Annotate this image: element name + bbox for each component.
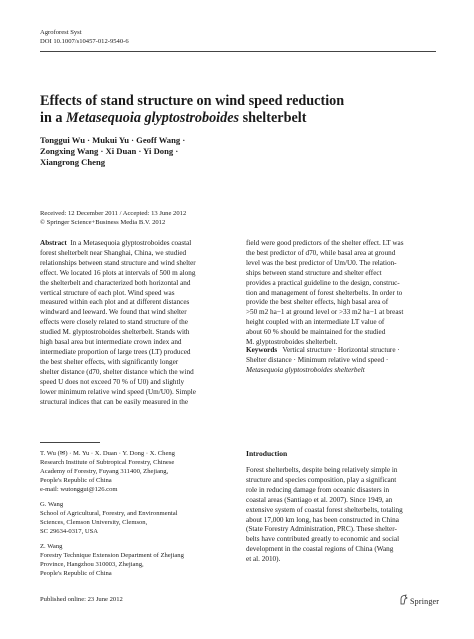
abstract-line: lower minimum relative wind speed (Um/U0). Simple: [40, 387, 196, 396]
introduction-line: development in the coastal regions of China (Wang: [246, 545, 394, 554]
abstract-line: ships between stand structure and shelter effect: [246, 268, 382, 277]
introduction-line: coastal areas (Santiago et al. 2007). Since 1949, an: [246, 495, 393, 504]
title-line-2: [40, 110, 344, 127]
introduction-line: et al. 2010).: [246, 555, 281, 564]
affiliation-rule: [40, 442, 100, 443]
title-species: Metasequoia glyptostroboides: [66, 110, 240, 126]
publisher-logo: [399, 592, 439, 610]
affiliation-line: Province, Hangzhou 310003, Zhejiang,: [40, 561, 144, 568]
abstract-line: shelter distance (d70, shelter distance which the wind: [40, 367, 194, 376]
abstract-line: structural indices that can be easily measured in the: [40, 397, 189, 406]
abstract-line: >50 m2 ha−1 at ground level or >33 m2 ha−1 at breast: [246, 308, 404, 317]
received-accepted: Received: 12 December 2011 / Accepted: 13 June 2012: [40, 210, 187, 217]
title-line-1: Effects of stand structure on wind speed reduction: [40, 93, 345, 109]
keywords-label: Keywords: [246, 346, 278, 354]
title-prefix: in a: [40, 110, 67, 126]
abstract-line: measured within each plot and at different distances: [40, 298, 190, 307]
abstract-line: height coupled with an intermediate LT value of: [246, 318, 385, 327]
abstract-left-column: [40, 239, 230, 407]
affiliation-line: People's Republic of China: [40, 570, 112, 577]
abstract-line: effect. We located 16 plots at intervals of 500 m along: [40, 268, 196, 277]
introduction-line: about 17,000 km long, has been constructed in China: [246, 515, 399, 524]
affiliation-line: G. Wang: [40, 501, 64, 508]
abstract-line: studied M. glyptostroboides shelterbelt. Stands with: [40, 328, 190, 337]
introduction-line: structure and species composition, play a significant: [246, 475, 397, 484]
abstract-line: relationships between stand structure and wind shelter: [40, 258, 196, 267]
abstract-line: the best predictor of d70, while basal area at ground: [246, 248, 396, 257]
introduction-text: [246, 466, 436, 565]
affiliation-line: e-mail: wutonggui@126.com: [40, 486, 118, 493]
abstract-line: level was the best predictor of Um/U0. The relation-: [246, 258, 397, 267]
publisher-name: Springer: [410, 596, 440, 606]
affiliation-block: [40, 542, 230, 578]
abstract-right-column: [246, 239, 436, 348]
abstract-line: field were good predictors of the shelter effect. LT was: [246, 239, 404, 247]
introduction-line: belts have contributed greatly to economic and social: [246, 535, 400, 544]
abstract-label: Abstract: [40, 239, 67, 247]
abstract-line: speed U does not exceed 70 % of U0) and slightly: [40, 377, 185, 386]
abstract-line: M. glyptostroboides shelterbelt.: [246, 338, 338, 347]
abstract-line: provides a practical guideline to the design, construc-: [246, 278, 400, 287]
abstract-line-text: In a Metasequoia glyptostroboides coastal: [70, 239, 192, 247]
doi: DOI 10.1007/s10457-012-9540-6: [40, 38, 129, 45]
title-suffix: shelterbelt: [239, 110, 307, 126]
affiliation-block: [40, 449, 230, 494]
introduction-line: Forest shelterbelts, despite being relatively simple in: [246, 466, 398, 474]
affiliation-line: T. Wu (✉) · M. Yu · X. Duan · Y. Dong · X. Cheng: [40, 450, 175, 457]
affiliation-line: School of Agricultural, Forestry, and Environmental: [40, 510, 178, 517]
abstract-line: forest shelterbelt near Shanghai, China, we studied: [40, 248, 187, 257]
abstract-line: vertical structure of each plot. Wind speed was: [40, 288, 175, 297]
affiliations: [40, 449, 230, 584]
keywords-line-1: [246, 346, 436, 356]
published-online: Published online: 23 June 2012: [40, 596, 123, 603]
abstract-line: provide the best shelter effects, high basal area of: [246, 298, 389, 307]
paper-title: [40, 93, 344, 127]
keywords-text-1: Vertical structure · Horizontal structure ·: [282, 346, 400, 354]
abstract-line: high basal area but intermediate crown index and: [40, 338, 182, 347]
abstract-line: intermediate proportion of large trees (LT) produced: [40, 347, 191, 356]
keywords-block: [246, 346, 436, 376]
abstract-line: effects were closely related to stand structure of the: [40, 318, 188, 327]
abstract-line: tion and management of forest shelterbelts. In order to: [246, 288, 403, 297]
affiliation-line: SC 29634-0317, USA: [40, 528, 99, 535]
affiliation-line: Forestry Technique Extension Department of Zhejiang: [40, 552, 184, 559]
abstract-line: the shelterbelt and characterized both horizontal and: [40, 278, 191, 287]
abstract-line: the best shelter effects, with significantly longer: [40, 357, 179, 366]
copyright: © Springer Science+Business Media B.V. 2012: [40, 219, 166, 226]
keywords-line-3: Metasequoia glyptostroboides shelterbelt: [246, 365, 365, 374]
abstract-line: [40, 239, 230, 249]
journal-name: Agroforest Syst: [40, 29, 82, 36]
affiliation-line: Z. Wang: [40, 543, 63, 550]
affiliation-line: Research Institute of Subtropical Forestry, Chinese: [40, 459, 175, 466]
introduction-heading: Introduction: [246, 449, 288, 458]
authors-line-1: Tonggui Wu · Mukui Yu · Geoff Wang ·: [40, 135, 186, 145]
affiliation-line: Sciences, Clemson University, Clemson,: [40, 519, 148, 526]
header-rule: [40, 51, 436, 52]
affiliation-block: [40, 500, 230, 536]
introduction-line: extensive system of coastal forest shelterbelts, totaling: [246, 505, 403, 514]
abstract-line: windward and leeward. We found that wind shelter: [40, 308, 187, 317]
authors-line-2: Zongxing Wang · Xi Duan · Yi Dong ·: [40, 146, 179, 156]
keywords-line-2: Shelter distance · Minimum relative wind speed ·: [246, 355, 389, 364]
springer-horse-icon: [399, 592, 408, 610]
authors-line-3: Xiangrong Cheng: [40, 157, 106, 167]
affiliation-line: People's Republic of China: [40, 477, 112, 484]
author-list: [40, 135, 185, 168]
introduction-line: (State Forestry Administration, PRC). These shelter-: [246, 525, 397, 534]
introduction-line: role in reducing damage from oceanic disasters in: [246, 485, 390, 494]
affiliation-line: Academy of Forestry, Fuyang 311400, Zhejiang,: [40, 468, 169, 475]
abstract-line: about 60 % should be maintained for the studied: [246, 328, 386, 337]
